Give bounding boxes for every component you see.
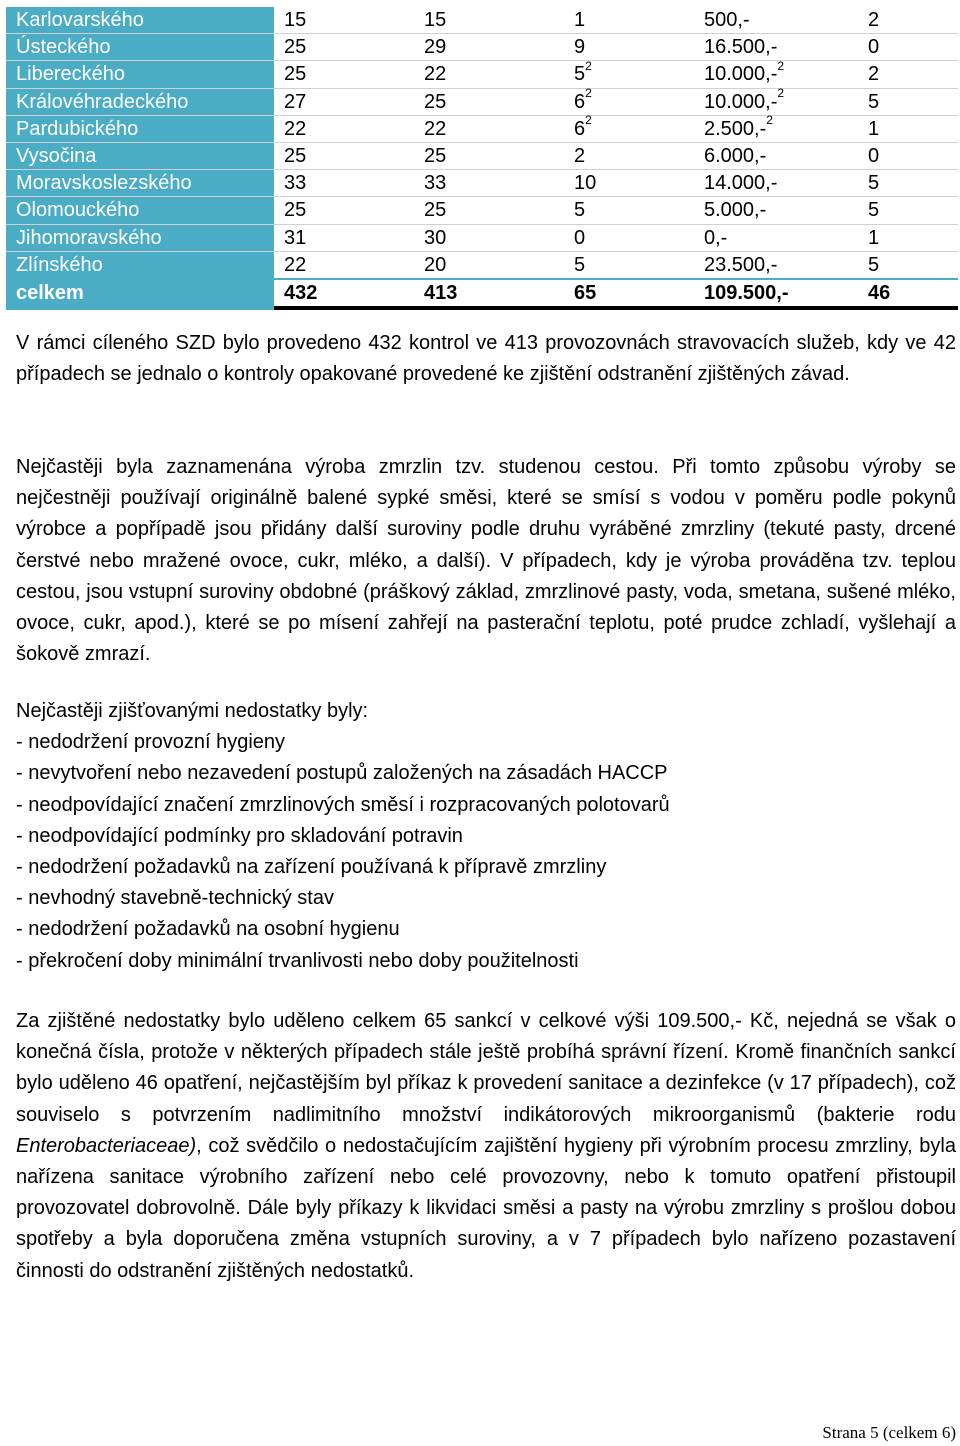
controls-cell: [274, 7, 414, 34]
table-row: [6, 7, 958, 34]
region-cell-value: celkem: [16, 281, 84, 304]
sanctions-count-cell-footnote: 2: [585, 113, 592, 128]
sanctions-count-cell: [564, 34, 694, 61]
table-row: [6, 115, 958, 142]
sanctions-count-cell-value: 9: [574, 36, 586, 59]
paragraph-italic-term: Enterobacteriaceae): [16, 1134, 197, 1157]
paragraph-text-part: Za zjištěné nedostatky bylo uděleno celkem 65 sankcí v celkové výši 109.500,- Kč, nejedná se však o konečná čísla, protože v některých případech stále ještě probíhá správní řízení. Kromě finančních sankcí bylo uděleno 46 opatření, nejčastějším byl příkaz k provedení sanitace a dezinfekce (v 17 případech), což souviselo s potvrzením nadlimitního množství indikátorových mikroorganismů (bakterie rodu: [16, 1010, 956, 1126]
list-item: - neodpovídající podmínky pro skladování potravin: [16, 824, 463, 847]
controls-cell: [274, 115, 414, 142]
list-item: - nedodržení požadavků na zařízení používaná k přípravě zmrzliny: [16, 856, 607, 879]
sanctions-amount-cell: [694, 142, 846, 169]
table-row: [6, 197, 958, 224]
table-row: [6, 61, 958, 88]
table-row: [6, 224, 958, 251]
region-cell: [6, 61, 274, 88]
sanctions-amount-cell: [694, 58, 846, 88]
paragraph-text: V rámci cíleného SZD bylo provedeno 432 kontrol ve 413 provozovnách stravovacích služeb, kdy ve 42 případech se jednalo o kontroly opakované provedené ke zjištění odstranění zjištěných závad.: [16, 332, 956, 386]
controls-cell-value: 25: [284, 145, 307, 168]
sanctions-amount-cell: [694, 170, 846, 197]
sanctions-count-cell: [564, 224, 694, 251]
controls-cell-value: 22: [284, 253, 307, 276]
controls-cell: [274, 224, 414, 251]
establishments-cell-value: 20: [424, 253, 447, 276]
controls-cell: [274, 197, 414, 224]
controls-cell-value: 27: [284, 90, 307, 113]
measures-cell-value: 0: [868, 145, 880, 168]
establishments-cell-value: 30: [424, 226, 447, 249]
region-cell: [6, 115, 274, 142]
controls-cell-value: 15: [284, 9, 307, 32]
establishments-cell-value: 29: [424, 36, 447, 59]
establishments-cell-value: 22: [424, 63, 447, 86]
region-cell: [6, 34, 274, 61]
measures-cell-value: 5: [868, 172, 880, 195]
controls-cell: [274, 61, 414, 88]
sanctions-count-cell: [564, 7, 694, 34]
establishments-cell-value: 22: [424, 117, 447, 140]
measures-cell-value: 2: [868, 63, 880, 86]
sanctions-count-cell-footnote: 2: [585, 58, 592, 73]
paragraph-text: Nejčastěji byla zaznamenána výroba zmrzlin tzv. studenou cestou. Při tomto způsobu výroby se nejčestněji používají originálně balené sypké směsi, které se smísí s vodou v poměru podle pokynů výrobce a popřípadě jsou přidány další suroviny podle druhu vyráběné zmrzliny (tekuté pasty, drcené čerstvé nebo mražené ovoce, cukr, mléko, a další). V případech, kdy je výroba prováděna tzv. teplou cestou, jsou vstupní suroviny obdobné (práškový základ, zmrzlinové pasty, voda, smetana, sušené mléko, ovoce, cukr, apod.), které se po mísení zahřejí na pasterační teplotu, poté prudce zchladí, vyšlehají a šokově zmrazí.: [16, 456, 956, 666]
measures-cell-value: 5: [868, 253, 880, 276]
measures-cell: [846, 170, 958, 197]
sanctions-count-cell-value: 5: [574, 199, 586, 222]
controls-cell: [274, 170, 414, 197]
region-cell-value: Vysočina: [16, 145, 97, 168]
measures-cell: [846, 88, 958, 115]
region-cell-value: Olomouckého: [16, 199, 140, 222]
sanctions-count-cell-value: 65: [574, 281, 597, 304]
establishments-cell-value: 413: [424, 281, 458, 304]
controls-cell-value: 25: [284, 36, 307, 59]
controls-cell-value: 432: [284, 281, 318, 304]
region-cell-value: Libereckého: [16, 63, 125, 86]
establishments-cell: [414, 279, 564, 308]
table-row: [6, 88, 958, 115]
measures-cell: [846, 34, 958, 61]
measures-cell-value: 1: [868, 226, 880, 249]
controls-cell: [274, 88, 414, 115]
sanctions-amount-cell: [694, 279, 846, 308]
sanctions-amount-cell: [694, 197, 846, 224]
establishments-cell: [414, 115, 564, 142]
deficiencies-list: [16, 696, 956, 977]
region-cell-value: Jihomoravského: [16, 226, 162, 249]
region-cell-value: Pardubického: [16, 117, 139, 140]
table-total-row: [6, 279, 958, 308]
sanctions-count-cell-value: 1: [574, 9, 586, 32]
establishments-cell: [414, 251, 564, 279]
measures-cell-value: 46: [868, 281, 891, 304]
page-footer: Strana 5 (celkem 6): [822, 1423, 956, 1442]
sanctions-count-cell-value: 10: [574, 172, 597, 195]
sanctions-count-cell-footnote: 2: [585, 86, 592, 100]
table-row: [6, 34, 958, 61]
establishments-cell: [414, 197, 564, 224]
sanctions-amount-cell: [694, 115, 846, 142]
paragraph-text-part: , což svědčilo o nedostačujícím zajištění hygieny při výrobním procesu zmrzliny, byla nařízena sanitace výrobního zařízení nebo celé provozovny, nebo k tomuto opatření přistoupil provozovatel dobrovolně. Dále byly příkazy k likvidaci směsi a pasty na výrobu zmrzliny s prošlou dobou spotřeby a byla doporučena změna vstupních suroviny, a v 7 případech bylo nařízeno pozastavení činnosti do odstranění zjištěných nedostatků.: [16, 1134, 956, 1282]
region-cell: [6, 142, 274, 169]
list-item: - nevhodný stavebně-technický stav: [16, 887, 334, 910]
establishments-cell: [414, 88, 564, 115]
region-cell: [6, 224, 274, 251]
region-cell-value: Ústeckého: [16, 36, 111, 59]
establishments-cell: [414, 170, 564, 197]
region-cell-value: Moravskoslezského: [16, 172, 192, 195]
sanctions-count-cell: [564, 279, 694, 308]
sanctions-amount-cell: [694, 88, 846, 115]
measures-cell-value: 0: [868, 36, 880, 59]
establishments-cell-value: 15: [424, 9, 447, 32]
measures-cell: [846, 142, 958, 169]
sanctions-amount-cell-footnote: 2: [777, 58, 785, 73]
region-cell: [6, 197, 274, 224]
sanctions-amount-cell-value: 10.000,-: [704, 63, 778, 86]
establishments-cell-value: 33: [424, 172, 447, 195]
controls-cell-value: 25: [284, 63, 307, 86]
measures-cell: [846, 61, 958, 88]
measures-cell: [846, 7, 958, 34]
measures-cell: [846, 115, 958, 142]
sanctions-count-cell: [564, 115, 694, 142]
sanctions-count-cell-value: 2: [574, 145, 586, 168]
sanctions-amount-cell-value: 14.000,-: [704, 172, 778, 195]
controls-cell-value: 22: [284, 117, 307, 140]
sanctions-amount-cell-footnote: 2: [777, 86, 785, 100]
sanctions-count-cell: [564, 88, 694, 115]
region-cell-value: Královéhradeckého: [16, 90, 189, 113]
sanctions-amount-cell-value: 2.500,-: [704, 117, 767, 140]
sanctions-count-cell-value: 6: [574, 117, 586, 140]
region-cell: [6, 251, 274, 279]
establishments-cell: [414, 61, 564, 88]
measures-cell-value: 5: [868, 199, 880, 222]
sanctions-amount-cell-value: 5.000,-: [704, 199, 767, 222]
table-row: [6, 142, 958, 169]
controls-cell: [274, 34, 414, 61]
sanctions-amount-cell-value: 109.500,-: [704, 281, 789, 304]
sanctions-count-cell-value: 5: [574, 63, 586, 86]
establishments-cell-value: 25: [424, 145, 447, 168]
controls-cell: [274, 279, 414, 308]
list-item: - neodpovídající značení zmrzlinových směsí i rozpracovaných polotovarů: [16, 793, 670, 816]
sanctions-amount-cell: [694, 7, 846, 34]
establishments-cell-value: 25: [424, 90, 447, 113]
controls-cell-value: 31: [284, 226, 307, 249]
sanctions-count-cell-value: 0: [574, 226, 586, 249]
paragraph-summary: [16, 328, 956, 390]
sanctions-amount-cell-footnote: 2: [766, 113, 773, 128]
sanctions-amount-cell-value: 10.000,-: [704, 90, 778, 113]
region-cell-value: Karlovarského: [16, 9, 144, 32]
sanctions-amount-cell: [694, 251, 846, 279]
region-cell: [6, 7, 274, 34]
controls-cell-value: 33: [284, 172, 307, 195]
establishments-cell-value: 25: [424, 199, 447, 222]
sanctions-count-cell: [564, 170, 694, 197]
sanctions-amount-cell: [694, 224, 846, 251]
controls-cell-value: 25: [284, 199, 307, 222]
list-item: - nedodržení požadavků na osobní hygienu: [16, 918, 400, 941]
list-item: - nedodržení provozní hygieny: [16, 731, 286, 754]
region-cell: [6, 279, 274, 308]
measures-cell-value: 1: [868, 117, 880, 140]
sanctions-amount-cell-value: 0,-: [704, 226, 728, 249]
sanctions-amount-cell-value: 6.000,-: [704, 145, 767, 168]
region-cell: [6, 88, 274, 115]
paragraph-sanctions: [16, 1006, 956, 1287]
sanctions-amount-cell-value: 16.500,-: [704, 36, 778, 59]
measures-cell-value: 5: [868, 90, 880, 113]
sanctions-count-cell: [564, 251, 694, 279]
table-row: [6, 170, 958, 197]
paragraph-production: [16, 452, 956, 670]
list-item: - nevytvoření nebo nezavedení postupů založených na zásadách HACCP: [16, 762, 668, 785]
sanctions-count-cell: [564, 58, 694, 88]
table-row: [6, 251, 958, 279]
sanctions-count-cell: [564, 142, 694, 169]
region-cell-value: Zlínského: [16, 253, 103, 276]
measures-cell: [846, 279, 958, 308]
sanctions-amount-cell-value: 23.500,-: [704, 253, 778, 276]
list-title: Nejčastěji zjišťovanými nedostatky byly:: [16, 700, 369, 722]
sanctions-count-cell-value: 5: [574, 253, 586, 276]
measures-cell: [846, 224, 958, 251]
establishments-cell: [414, 7, 564, 34]
measures-cell-value: 2: [868, 9, 880, 32]
sanctions-count-cell: [564, 197, 694, 224]
measures-cell: [846, 251, 958, 279]
sanctions-amount-cell-value: 500,-: [704, 9, 750, 32]
establishments-cell: [414, 142, 564, 169]
sanctions-count-cell-value: 6: [574, 90, 586, 113]
inspection-table: [6, 7, 958, 310]
list-item: - překročení doby minimální trvanlivosti nebo doby použitelnosti: [16, 949, 579, 972]
sanctions-amount-cell: [694, 34, 846, 61]
paragraph-text: [16, 1006, 956, 1287]
controls-cell: [274, 142, 414, 169]
measures-cell: [846, 197, 958, 224]
controls-cell: [274, 251, 414, 279]
establishments-cell: [414, 224, 564, 251]
region-cell: [6, 170, 274, 197]
establishments-cell: [414, 34, 564, 61]
